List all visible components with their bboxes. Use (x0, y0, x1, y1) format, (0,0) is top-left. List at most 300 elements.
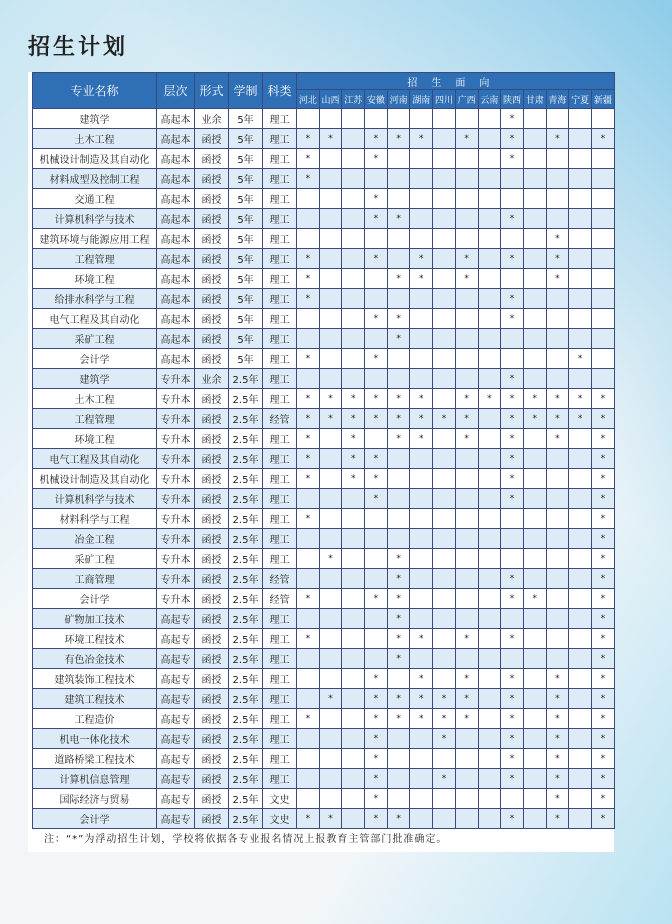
cell-province-mark: * (455, 629, 478, 649)
cell-province-mark (478, 349, 501, 369)
header-province: 湖南 (410, 90, 433, 109)
cell-province-mark (365, 289, 388, 309)
cell-province-mark (569, 709, 592, 729)
cell-province-mark (569, 429, 592, 449)
header-province: 云南 (478, 90, 501, 109)
cell-duration: 2.5年 (229, 569, 263, 589)
cell-province-mark (319, 349, 342, 369)
cell-province-mark: * (365, 449, 388, 469)
cell-province-mark (523, 449, 546, 469)
cell-province-mark (365, 429, 388, 449)
cell-province-mark (433, 169, 456, 189)
cell-province-mark (410, 769, 433, 789)
header-province: 宁夏 (569, 90, 592, 109)
cell-province-mark (319, 429, 342, 449)
cell-form: 函授 (195, 529, 229, 549)
cell-province-mark (501, 269, 524, 289)
table-row (33, 149, 615, 169)
cell-province-mark (478, 609, 501, 629)
table-row (33, 189, 615, 209)
cell-province-mark (410, 209, 433, 229)
cell-duration: 5年 (229, 189, 263, 209)
cell-province-mark: * (546, 809, 569, 829)
cell-form: 函授 (195, 789, 229, 809)
cell-form: 函授 (195, 769, 229, 789)
header-duration: 学制 (229, 73, 263, 109)
footnote: 注：“*”为浮动招生计划，学校将依据各专业报名情况上报教育主管部门批准确定。 (44, 834, 448, 845)
cell-province-mark: * (410, 409, 433, 429)
cell-form: 函授 (195, 609, 229, 629)
cell-province-mark (546, 369, 569, 389)
cell-province-mark: * (387, 569, 410, 589)
cell-major: 材料科学与工程 (33, 509, 157, 529)
cell-duration: 5年 (229, 269, 263, 289)
cell-province-mark (523, 369, 546, 389)
cell-province-mark (501, 509, 524, 529)
cell-province-mark: * (387, 309, 410, 329)
cell-province-mark (455, 489, 478, 509)
cell-duration: 2.5年 (229, 549, 263, 569)
cell-province-mark (410, 289, 433, 309)
cell-province-mark (433, 309, 456, 329)
cell-province-mark: * (297, 129, 320, 149)
cell-level: 高起本 (157, 189, 195, 209)
cell-province-mark: * (501, 449, 524, 469)
cell-province-mark: * (342, 389, 365, 409)
cell-province-mark: * (546, 769, 569, 789)
cell-category: 理工 (263, 509, 297, 529)
cell-province-mark: * (297, 169, 320, 189)
cell-province-mark: * (546, 129, 569, 149)
cell-major: 工程管理 (33, 409, 157, 429)
cell-province-mark (546, 329, 569, 349)
cell-major: 交通工程 (33, 189, 157, 209)
cell-duration: 5年 (229, 169, 263, 189)
cell-province-mark (501, 229, 524, 249)
cell-province-mark (433, 469, 456, 489)
cell-province-mark (523, 249, 546, 269)
cell-province-mark (478, 669, 501, 689)
cell-form: 函授 (195, 809, 229, 829)
cell-major: 机械设计制造及其自动化 (33, 469, 157, 489)
cell-province-mark: * (319, 409, 342, 429)
header-province: 新疆 (591, 90, 614, 109)
cell-category: 理工 (263, 729, 297, 749)
cell-province-mark (569, 529, 592, 549)
cell-province-mark (433, 589, 456, 609)
cell-province-mark: * (297, 709, 320, 729)
cell-province-mark (319, 489, 342, 509)
cell-province-mark (410, 149, 433, 169)
cell-province-mark: * (365, 189, 388, 209)
cell-province-mark: * (455, 709, 478, 729)
table-row (33, 209, 615, 229)
cell-duration: 2.5年 (229, 669, 263, 689)
cell-form: 函授 (195, 309, 229, 329)
cell-province-mark (297, 229, 320, 249)
cell-province-mark (297, 529, 320, 549)
cell-province-mark: * (591, 469, 614, 489)
cell-category: 理工 (263, 449, 297, 469)
cell-province-mark: * (455, 669, 478, 689)
cell-province-mark (569, 769, 592, 789)
cell-province-mark: * (365, 409, 388, 429)
cell-level: 专升本 (157, 429, 195, 449)
cell-province-mark (319, 169, 342, 189)
cell-level: 高起本 (157, 229, 195, 249)
cell-duration: 5年 (229, 249, 263, 269)
cell-province-mark (501, 169, 524, 189)
cell-province-mark (342, 729, 365, 749)
cell-province-mark (478, 369, 501, 389)
cell-province-mark (319, 449, 342, 469)
cell-province-mark: * (501, 309, 524, 329)
cell-province-mark (523, 549, 546, 569)
cell-province-mark (546, 109, 569, 129)
cell-province-mark: * (410, 389, 433, 409)
cell-province-mark (410, 549, 433, 569)
cell-province-mark (319, 329, 342, 349)
table-row (33, 589, 615, 609)
cell-form: 函授 (195, 129, 229, 149)
cell-province-mark: * (319, 549, 342, 569)
cell-province-mark (365, 529, 388, 549)
cell-province-mark: * (387, 549, 410, 569)
cell-province-mark: * (523, 409, 546, 429)
header-region: 招生面向 (297, 73, 615, 90)
cell-province-mark: * (365, 789, 388, 809)
cell-province-mark: * (501, 209, 524, 229)
cell-category: 理工 (263, 689, 297, 709)
cell-major: 机电一体化技术 (33, 729, 157, 749)
table-row (33, 369, 615, 389)
cell-province-mark (410, 809, 433, 829)
cell-province-mark (523, 169, 546, 189)
cell-province-mark (342, 289, 365, 309)
cell-province-mark (365, 569, 388, 589)
cell-province-mark: * (365, 249, 388, 269)
table-row (33, 789, 615, 809)
cell-major: 工程管理 (33, 249, 157, 269)
cell-major: 土木工程 (33, 389, 157, 409)
cell-province-mark (297, 209, 320, 229)
cell-duration: 2.5年 (229, 749, 263, 769)
cell-province-mark: * (387, 609, 410, 629)
cell-province-mark (319, 669, 342, 689)
cell-province-mark: * (387, 129, 410, 149)
cell-province-mark: * (365, 809, 388, 829)
cell-province-mark (433, 369, 456, 389)
cell-category: 理工 (263, 469, 297, 489)
cell-province-mark (319, 269, 342, 289)
cell-province-mark (546, 449, 569, 469)
cell-province-mark: * (297, 389, 320, 409)
cell-province-mark (410, 649, 433, 669)
cell-province-mark (546, 549, 569, 569)
cell-province-mark: * (433, 689, 456, 709)
cell-category: 理工 (263, 169, 297, 189)
cell-province-mark (342, 209, 365, 229)
cell-major: 会计学 (33, 809, 157, 829)
table-row (33, 529, 615, 549)
cell-level: 高起专 (157, 629, 195, 649)
cell-province-mark (297, 549, 320, 569)
cell-province-mark (478, 249, 501, 269)
cell-province-mark (342, 329, 365, 349)
cell-province-mark (365, 629, 388, 649)
cell-province-mark (342, 629, 365, 649)
cell-province-mark: * (546, 389, 569, 409)
cell-province-mark (523, 349, 546, 369)
cell-province-mark (569, 729, 592, 749)
cell-province-mark (342, 109, 365, 129)
table-row (33, 749, 615, 769)
cell-province-mark (387, 149, 410, 169)
cell-form: 函授 (195, 169, 229, 189)
cell-province-mark (546, 209, 569, 229)
cell-major: 会计学 (33, 349, 157, 369)
cell-province-mark (546, 649, 569, 669)
cell-province-mark (523, 709, 546, 729)
cell-province-mark (591, 169, 614, 189)
cell-province-mark (546, 469, 569, 489)
cell-province-mark (297, 609, 320, 629)
cell-province-mark (319, 629, 342, 649)
cell-province-mark: * (591, 429, 614, 449)
cell-province-mark (478, 209, 501, 229)
cell-form: 函授 (195, 709, 229, 729)
cell-province-mark (319, 289, 342, 309)
cell-province-mark: * (365, 389, 388, 409)
cell-province-mark (569, 229, 592, 249)
cell-province-mark (297, 769, 320, 789)
cell-major: 建筑环境与能源应用工程 (33, 229, 157, 249)
cell-province-mark: * (319, 129, 342, 149)
cell-province-mark (569, 569, 592, 589)
cell-province-mark: * (342, 449, 365, 469)
cell-duration: 2.5年 (229, 469, 263, 489)
cell-province-mark: * (387, 429, 410, 449)
table-row (33, 509, 615, 529)
cell-province-mark (433, 349, 456, 369)
cell-province-mark: * (591, 589, 614, 609)
cell-province-mark (433, 449, 456, 469)
cell-level: 高起本 (157, 109, 195, 129)
cell-province-mark: * (591, 669, 614, 689)
cell-province-mark (387, 489, 410, 509)
cell-province-mark: * (523, 589, 546, 609)
cell-province-mark (297, 489, 320, 509)
cell-province-mark (546, 289, 569, 309)
cell-province-mark (478, 429, 501, 449)
cell-province-mark (546, 569, 569, 589)
cell-level: 专升本 (157, 389, 195, 409)
cell-province-mark: * (365, 729, 388, 749)
cell-province-mark (455, 609, 478, 629)
cell-province-mark (478, 809, 501, 829)
cell-province-mark (342, 789, 365, 809)
cell-duration: 2.5年 (229, 589, 263, 609)
cell-province-mark (569, 689, 592, 709)
cell-province-mark: * (546, 669, 569, 689)
cell-category: 理工 (263, 209, 297, 229)
cell-province-mark (410, 449, 433, 469)
cell-province-mark: * (297, 509, 320, 529)
cell-province-mark (569, 169, 592, 189)
cell-province-mark (319, 569, 342, 589)
cell-province-mark (342, 689, 365, 709)
cell-province-mark (455, 749, 478, 769)
cell-province-mark: * (342, 429, 365, 449)
cell-form: 函授 (195, 289, 229, 309)
cell-province-mark (433, 509, 456, 529)
cell-province-mark: * (410, 709, 433, 729)
cell-province-mark (365, 229, 388, 249)
cell-province-mark (569, 489, 592, 509)
cell-province-mark (523, 569, 546, 589)
cell-province-mark: * (455, 249, 478, 269)
cell-province-mark (455, 109, 478, 129)
cell-level: 高起专 (157, 609, 195, 629)
cell-province-mark: * (591, 709, 614, 729)
cell-province-mark (433, 549, 456, 569)
cell-province-mark (546, 509, 569, 529)
cell-major: 计算机信息管理 (33, 769, 157, 789)
cell-province-mark (569, 329, 592, 349)
cell-province-mark (297, 189, 320, 209)
table-row (33, 709, 615, 729)
cell-level: 高起本 (157, 149, 195, 169)
cell-province-mark (569, 289, 592, 309)
cell-province-mark (387, 769, 410, 789)
cell-province-mark: * (501, 769, 524, 789)
table-row (33, 569, 615, 589)
cell-province-mark: * (591, 509, 614, 529)
header-province: 河南 (387, 90, 410, 109)
cell-province-mark (501, 609, 524, 629)
cell-province-mark (410, 729, 433, 749)
cell-province-mark: * (523, 389, 546, 409)
cell-province-mark (297, 309, 320, 329)
cell-province-mark (297, 109, 320, 129)
cell-province-mark: * (591, 629, 614, 649)
cell-province-mark (433, 129, 456, 149)
cell-duration: 5年 (229, 229, 263, 249)
cell-level: 专升本 (157, 509, 195, 529)
cell-province-mark (410, 469, 433, 489)
cell-major: 计算机科学与技术 (33, 489, 157, 509)
cell-province-mark (387, 469, 410, 489)
cell-major: 土木工程 (33, 129, 157, 149)
cell-province-mark (342, 309, 365, 329)
cell-province-mark: * (387, 689, 410, 709)
table-row (33, 649, 615, 669)
cell-level: 专升本 (157, 409, 195, 429)
cell-major: 环境工程技术 (33, 629, 157, 649)
cell-province-mark (501, 649, 524, 669)
cell-province-mark (410, 109, 433, 129)
cell-province-mark: * (433, 769, 456, 789)
cell-province-mark (297, 749, 320, 769)
cell-province-mark (319, 369, 342, 389)
cell-province-mark (591, 369, 614, 389)
cell-province-mark (410, 189, 433, 209)
cell-province-mark: * (387, 389, 410, 409)
cell-form: 函授 (195, 589, 229, 609)
cell-province-mark (569, 269, 592, 289)
cell-province-mark: * (365, 769, 388, 789)
cell-category: 理工 (263, 429, 297, 449)
cell-major: 会计学 (33, 589, 157, 609)
cell-province-mark: * (501, 409, 524, 429)
header-province: 青海 (546, 90, 569, 109)
cell-province-mark (387, 289, 410, 309)
cell-major: 采矿工程 (33, 549, 157, 569)
cell-province-mark: * (387, 649, 410, 669)
cell-province-mark (387, 449, 410, 469)
cell-duration: 2.5年 (229, 489, 263, 509)
cell-province-mark (478, 169, 501, 189)
cell-duration: 2.5年 (229, 449, 263, 469)
cell-province-mark (342, 349, 365, 369)
cell-province-mark (319, 149, 342, 169)
cell-level: 专升本 (157, 369, 195, 389)
cell-province-mark (342, 189, 365, 209)
cell-level: 高起本 (157, 169, 195, 189)
cell-category: 理工 (263, 349, 297, 369)
cell-level: 高起本 (157, 309, 195, 329)
cell-province-mark: * (365, 749, 388, 769)
cell-province-mark (342, 549, 365, 569)
cell-category: 理工 (263, 649, 297, 669)
cell-province-mark (342, 569, 365, 589)
table-row (33, 129, 615, 149)
cell-form: 函授 (195, 669, 229, 689)
cell-major: 工程造价 (33, 709, 157, 729)
cell-form: 函授 (195, 469, 229, 489)
cell-province-mark (433, 109, 456, 129)
cell-province-mark: * (591, 789, 614, 809)
cell-province-mark (410, 169, 433, 189)
cell-province-mark (478, 589, 501, 609)
cell-form: 函授 (195, 229, 229, 249)
cell-province-mark (433, 669, 456, 689)
cell-province-mark (319, 109, 342, 129)
cell-province-mark: * (365, 469, 388, 489)
cell-province-mark (523, 109, 546, 129)
cell-province-mark (523, 629, 546, 649)
cell-province-mark (591, 269, 614, 289)
cell-major: 采矿工程 (33, 329, 157, 349)
cell-province-mark (297, 329, 320, 349)
cell-province-mark (342, 529, 365, 549)
cell-province-mark (591, 149, 614, 169)
cell-province-mark (433, 629, 456, 649)
cell-province-mark: * (365, 309, 388, 329)
cell-province-mark (387, 729, 410, 749)
cell-province-mark (478, 229, 501, 249)
cell-province-mark: * (297, 349, 320, 369)
cell-province-mark (455, 809, 478, 829)
table-row (33, 389, 615, 409)
table-row (33, 309, 615, 329)
cell-category: 理工 (263, 769, 297, 789)
cell-province-mark: * (342, 409, 365, 429)
table-row (33, 609, 615, 629)
cell-form: 函授 (195, 629, 229, 649)
cell-level: 高起专 (157, 669, 195, 689)
cell-province-mark: * (387, 809, 410, 829)
